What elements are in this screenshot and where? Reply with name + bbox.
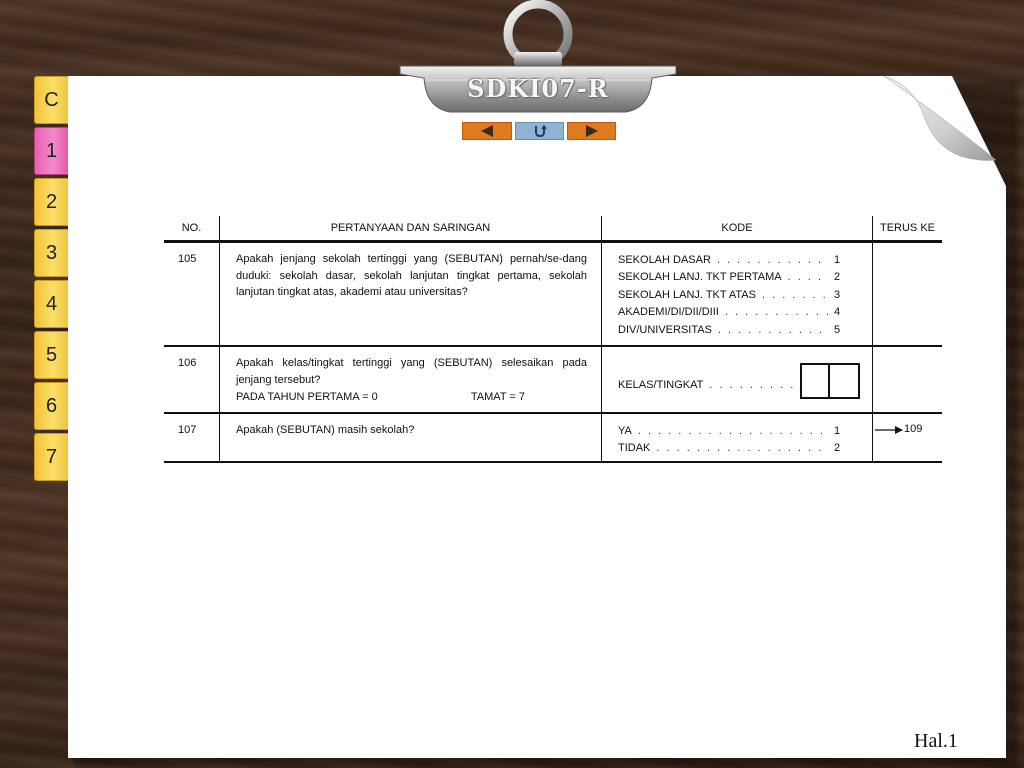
questionnaire-table [164, 216, 942, 463]
skip-cell [872, 243, 942, 345]
dot-leader [718, 324, 828, 336]
triangle-right-icon [585, 125, 599, 137]
code-value: 2 [834, 271, 841, 284]
code-list [601, 243, 872, 345]
answer-box[interactable] [830, 363, 860, 399]
table-header [164, 216, 942, 243]
question-text: Apakah kelas/tingkat tertinggi yang (SEBUTAN) selesaikan pada jenjang tersebut? [236, 357, 587, 386]
code-value: 3 [834, 288, 841, 301]
code-label: TIDAK [618, 442, 651, 455]
code-option [618, 304, 872, 322]
code-label: AKADEMI/DI/DII/DIII [618, 306, 719, 319]
code-option [618, 269, 872, 287]
code-value: 2 [834, 442, 841, 455]
tab-c[interactable]: C [34, 76, 68, 124]
answer-boxes [800, 363, 860, 399]
skip-target: 109 [904, 423, 923, 435]
header-code: KODE [601, 216, 872, 240]
tab-1[interactable]: 1 [34, 127, 68, 175]
note-first-year: PADA TAHUN PERTAMA = 0 [236, 391, 378, 403]
header-question: PERTANYAAN DAN SARINGAN [219, 216, 601, 240]
code-label: SEKOLAH DASAR [618, 253, 711, 266]
question-number: 106 [178, 357, 197, 369]
table-row-106 [164, 347, 942, 414]
clip-title: SDKI07-R [467, 74, 609, 103]
code-label: YA [618, 424, 632, 437]
return-icon [533, 125, 547, 137]
page-curl [884, 76, 1004, 188]
code-option [618, 371, 872, 399]
code-option [618, 321, 872, 339]
code-value: 5 [834, 323, 841, 336]
code-option [618, 251, 872, 269]
page-number: Hal.1 [914, 730, 958, 752]
code-label: KELAS/TINGKAT [618, 379, 704, 391]
tab-5[interactable]: 5 [34, 331, 68, 379]
dot-leader [709, 379, 794, 391]
dot-leader [638, 425, 828, 437]
answer-box[interactable] [800, 363, 830, 399]
dot-leader [788, 271, 828, 283]
question-text: Apakah jenjang sekolah tertinggi yang (SEBUTAN) pernah/se-dang duduki: sekolah dasar, sekolah lanjutan tingkat pertama, sekolah lanjutan tingkat atas, akademi atau universitas? [219, 243, 601, 345]
code-value: 4 [834, 306, 841, 319]
header-no: NO. [181, 222, 202, 234]
question-number: 105 [178, 253, 197, 265]
table-row-107 [164, 414, 942, 463]
code-option [618, 440, 872, 458]
tab-4[interactable]: 4 [34, 280, 68, 328]
table-row-105 [164, 243, 942, 347]
section-tabs [34, 76, 70, 484]
tab-6[interactable]: 6 [34, 382, 68, 430]
question-text: Apakah (SEBUTAN) masih sekolah? [219, 414, 601, 461]
return-button[interactable] [515, 122, 564, 140]
tab-7[interactable]: 7 [34, 433, 68, 481]
triangle-left-icon [480, 125, 494, 137]
header-skip: TERUS KE [872, 216, 942, 240]
tab-2[interactable]: 2 [34, 178, 68, 226]
note-graduated: TAMAT = 7 [470, 391, 525, 403]
question-cell [219, 347, 601, 412]
question-number: 107 [178, 424, 197, 436]
code-label: SEKOLAH LANJ. TKT ATAS [618, 288, 756, 301]
code-list [601, 414, 872, 461]
tab-3[interactable]: 3 [34, 229, 68, 277]
code-value: 1 [834, 424, 841, 437]
dot-leader [656, 442, 828, 454]
code-option [618, 422, 872, 440]
dot-leader [717, 254, 828, 266]
code-value: 1 [834, 253, 841, 266]
arrow-right-icon [875, 425, 903, 435]
skip-cell [872, 347, 942, 412]
code-label: SEKOLAH LANJ. TKT PERTAMA [618, 271, 782, 284]
question-note [236, 389, 587, 406]
skip-cell [872, 414, 942, 461]
code-label: DIV/UNIVERSITAS [618, 323, 712, 336]
code-option [618, 286, 872, 304]
code-list [601, 347, 872, 412]
prev-button[interactable] [462, 122, 512, 140]
dot-leader [762, 289, 828, 301]
dot-leader [725, 306, 828, 318]
next-button[interactable] [567, 122, 616, 140]
